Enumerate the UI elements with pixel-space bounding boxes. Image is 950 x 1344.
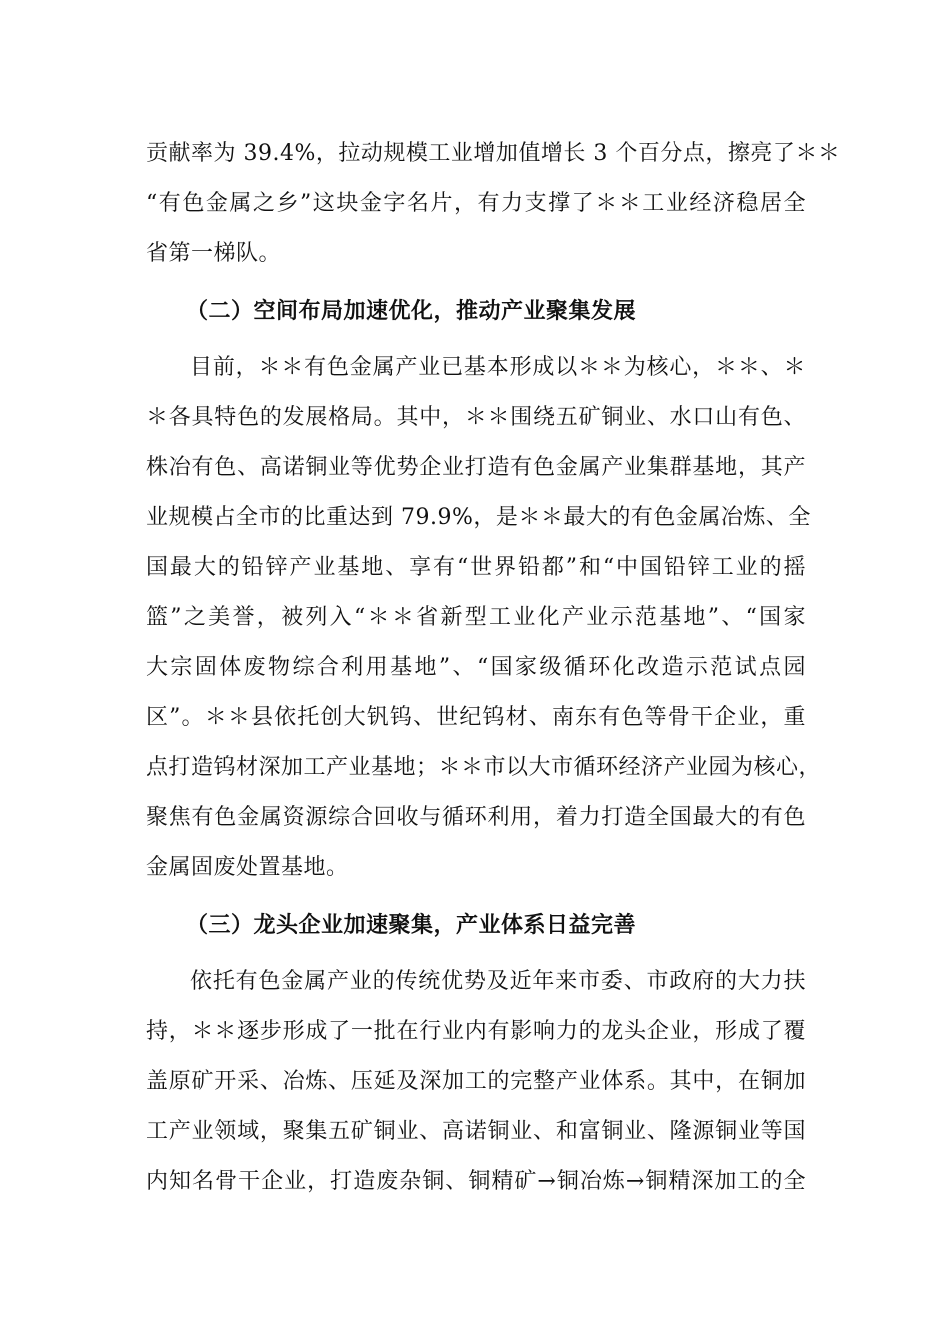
- paragraph-line: 大宗固体废物综合利用基地”、“国家级循环化改造示范试点园: [146, 655, 806, 680]
- paragraph-line: 依托有色金属产业的传统优势及近年来市委、市政府的大力扶: [190, 969, 806, 994]
- paragraph-line: 篮”之美誉，被列入“＊＊省新型工业化产业示范基地”、“国家: [146, 605, 806, 630]
- paragraph-line: 内知名骨干企业，打造废杂铜、铜精矿→铜冶炼→铜精深加工的全: [146, 1169, 806, 1194]
- paragraph-line: 省第一梯队。: [146, 241, 282, 266]
- paragraph-line: 聚焦有色金属资源综合回收与循环利用，着力打造全国最大的有色: [146, 805, 806, 830]
- paragraph-line: 业规模占全市的比重达到 79.9%，是＊＊最大的有色金属冶炼、全: [146, 505, 811, 530]
- paragraph-line: 盖原矿开采、冶炼、压延及深加工的完整产业体系。其中，在铜加: [146, 1069, 806, 1094]
- paragraph-line: 持，＊＊逐步形成了一批在行业内有影响力的龙头企业，形成了覆: [146, 1019, 806, 1044]
- section-heading: （二）空间布局加速优化，推动产业聚集发展: [186, 298, 637, 324]
- paragraph-line: 目前，＊＊有色金属产业已基本形成以＊＊为核心，＊＊、＊: [190, 355, 806, 380]
- paragraph-line: “有色金属之乡”这块金字名片，有力支撑了＊＊工业经济稳居全: [146, 191, 806, 216]
- paragraph-line: 区”。＊＊县依托创大钒钨、世纪钨材、南东有色等骨干企业，重: [146, 705, 806, 730]
- paragraph-line: 株冶有色、高诺铜业等优势企业打造有色金属产业集群基地，其产: [146, 455, 806, 480]
- paragraph-line: 国最大的铅锌产业基地、享有“世界铅都”和“中国铅锌工业的摇: [146, 555, 806, 580]
- paragraph-line: 金属固废处置基地。: [146, 855, 349, 880]
- section-heading: （三）龙头企业加速聚集，产业体系日益完善: [186, 912, 637, 938]
- paragraph-line: 工产业领域，聚集五矿铜业、高诺铜业、和富铜业、隆源铜业等国: [146, 1119, 806, 1144]
- paragraph-line: 贡献率为 39.4%，拉动规模工业增加值增长 3 个百分点，擦亮了＊＊: [146, 141, 841, 166]
- paragraph-line: ＊各具特色的发展格局。其中，＊＊围绕五矿铜业、水口山有色、: [146, 405, 806, 430]
- paragraph-line: 点打造钨材深加工产业基地；＊＊市以大市循环经济产业园为核心，: [146, 755, 822, 780]
